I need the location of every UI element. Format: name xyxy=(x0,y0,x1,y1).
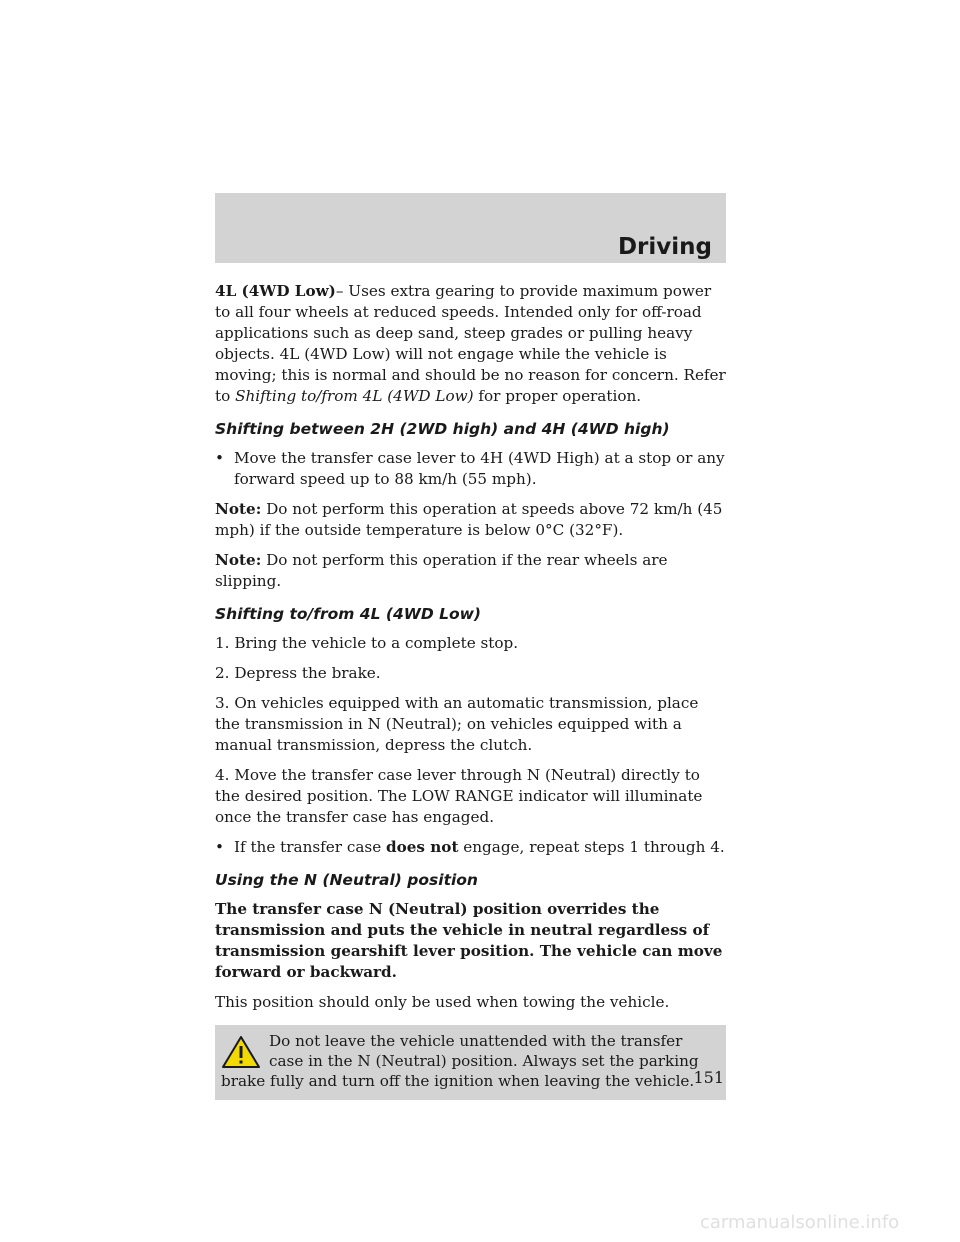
warning-triangle-icon xyxy=(221,1035,261,1069)
warning-text: Do not leave the vehicle unattended with the transfer case in the N (Neutral) position. Always set the parking brake fully and turn off the ignition when leaving the vehicle. xyxy=(221,1032,699,1090)
bullet-text-bold: does not xyxy=(386,838,459,856)
warning-box xyxy=(215,1025,726,1100)
step-3: 3. On vehicles equipped with an automatic transmission, place the transmission in N (Neutral); on vehicles equipped with a manual transmission, depress the clutch. xyxy=(215,694,699,754)
bullet-text-pre: If the transfer case xyxy=(234,838,387,856)
page-number: 151 xyxy=(693,1068,724,1087)
step-4: 4. Move the transfer case lever through N (Neutral) directly to the desired position. The LOW RANGE indicator will illuminate once the transfer case has engaged. xyxy=(215,766,703,826)
intro-paragraph xyxy=(215,281,726,407)
step-2: 2. Depress the brake. xyxy=(215,664,381,682)
neutral-paragraph: This position should only be used when towing the vehicle. xyxy=(215,993,670,1011)
bullet-text-post: engage, repeat steps 1 through 4. xyxy=(458,838,725,856)
bullet-dot: • xyxy=(215,449,224,467)
intro-reference: Shifting to/from 4L (4WD Low) xyxy=(235,387,474,405)
bullet-dot: • xyxy=(215,838,224,856)
heading-neutral: Using the N (Neutral) position xyxy=(215,871,478,889)
neutral-bold-paragraph: The transfer case N (Neutral) position overrides the transmission and puts the vehicle in neutral regardless of transmission gearshift lever position. The vehicle can move forward or backward. xyxy=(215,900,723,981)
intro-term: 4L (4WD Low) xyxy=(215,282,336,300)
note-1 xyxy=(215,499,726,541)
bullet-item xyxy=(215,448,726,490)
note-label: Note: xyxy=(215,500,262,518)
step-1: 1. Bring the vehicle to a complete stop. xyxy=(215,634,519,652)
page-content xyxy=(215,281,726,1100)
bullet-item xyxy=(215,837,726,858)
heading-4l: Shifting to/from 4L (4WD Low) xyxy=(215,605,482,623)
section-title: Driving xyxy=(617,234,712,260)
note-text: Do not perform this operation at speeds above 72 km/h (45 mph) if the outside temperature is below 0°C (32°F). xyxy=(215,500,723,539)
intro-text-2: for proper operation. xyxy=(473,387,642,405)
note-label: Note: xyxy=(215,551,262,569)
note-text: Do not perform this operation if the rear wheels are slipping. xyxy=(215,551,668,590)
section-header-band xyxy=(215,193,726,263)
watermark: carmanualsonline.info xyxy=(700,1212,900,1233)
intro-text-1: – Uses extra gearing to provide maximum power to all four wheels at reduced speeds. Intended only for off-road applications such as deep sand, steep grades or pulling heavy objects. 4L (4WD Low) will not engage while the vehicle is moving; this is normal and should be no reason for concern. Refer to xyxy=(215,282,726,405)
bullet-text: Move the transfer case lever to 4H (4WD High) at a stop or any forward speed up to 88 km/h (55 mph). xyxy=(234,449,725,488)
heading-2h-4h: Shifting between 2H (2WD high) and 4H (4WD high) xyxy=(215,420,670,438)
note-2 xyxy=(215,550,726,592)
